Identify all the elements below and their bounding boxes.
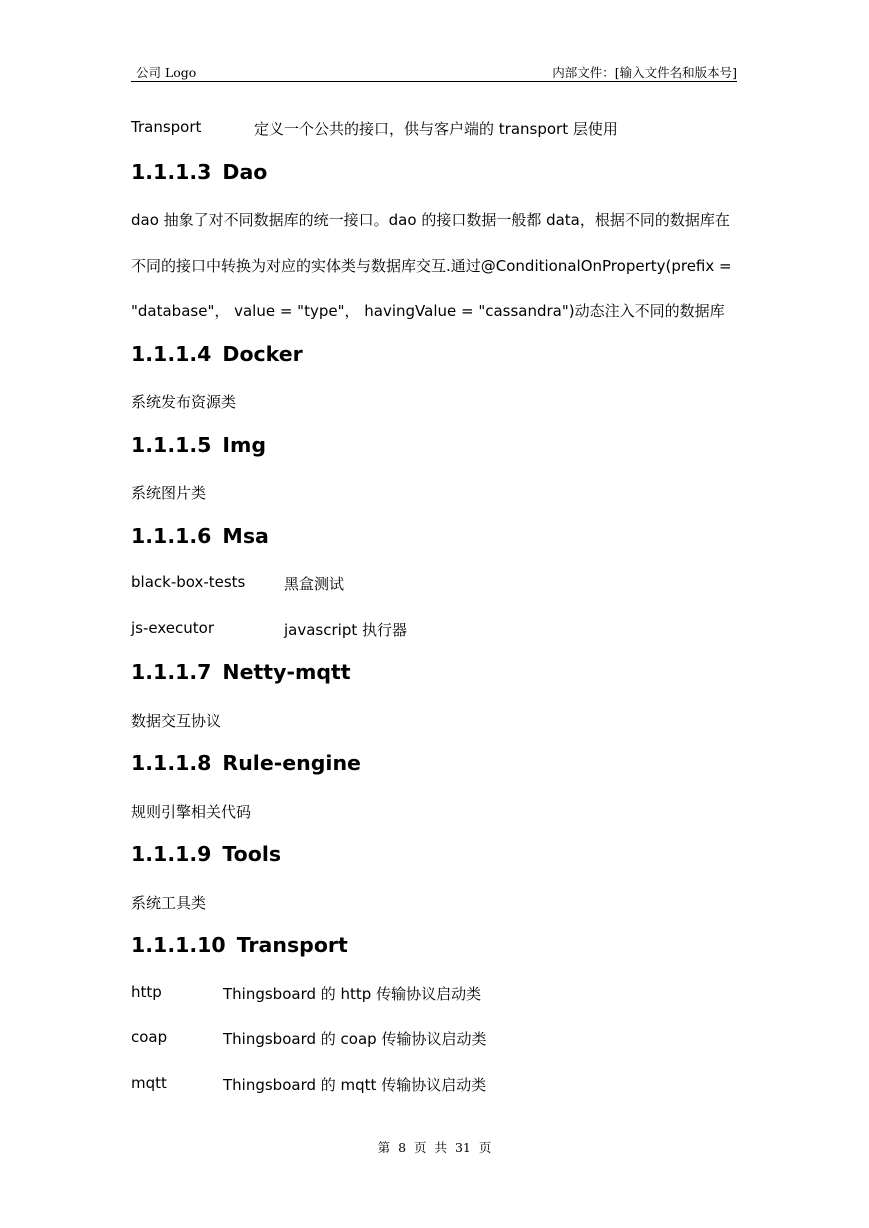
transport-row-desc: Thingsboard 的 coap 传输协议启动类 xyxy=(223,1030,487,1048)
section-number: 1.1.1.5 xyxy=(131,433,212,457)
header-document-info: 内部文件：[输入文件名和版本号] xyxy=(552,65,737,80)
section-title: Netty-mqtt xyxy=(222,660,351,684)
section-heading-netty-mqtt xyxy=(131,660,351,684)
msa-row xyxy=(131,573,345,593)
transport-row-term: http xyxy=(131,983,162,1001)
section-number: 1.1.1.9 xyxy=(131,842,212,866)
transport-row-term: coap xyxy=(131,1028,168,1046)
section-heading-msa xyxy=(131,524,269,548)
page-number-footer: 第 8 页 共 31 页 xyxy=(377,1140,492,1155)
msa-row-term: js-executor xyxy=(131,619,214,637)
transport-row-term: mqtt xyxy=(131,1074,167,1092)
section-heading-rule-engine xyxy=(131,751,361,775)
section-heading-img xyxy=(131,433,266,457)
docker-description: 系统发布资源类 xyxy=(131,393,237,411)
section-number: 1.1.1.3 xyxy=(131,160,212,184)
section-heading-docker xyxy=(131,342,303,366)
dao-paragraph-line-3: "database"， value = "type"， havingValue = "cassandra")动态注入不同的数据库 xyxy=(131,302,725,320)
intro-desc: 定义一个公共的接口，供与客户端的 transport 层使用 xyxy=(254,120,618,138)
msa-row xyxy=(131,619,407,639)
section-number: 1.1.1.8 xyxy=(131,751,212,775)
dao-paragraph-line-2: 不同的接口中转换为对应的实体类与数据库交互.通过@ConditionalOnProperty(prefix = xyxy=(131,257,732,275)
msa-row-desc: 黑盒测试 xyxy=(284,575,345,593)
header-company-logo-text: 公司 Logo xyxy=(136,65,197,80)
section-heading-dao xyxy=(131,160,267,184)
rule-engine-description: 规则引擎相关代码 xyxy=(131,803,252,821)
intro-term: Transport xyxy=(131,118,202,136)
section-heading-transport xyxy=(131,933,348,957)
section-number: 1.1.1.6 xyxy=(131,524,212,548)
section-title: Msa xyxy=(222,524,269,548)
msa-row-term: black-box-tests xyxy=(131,573,246,591)
section-title: Rule-engine xyxy=(222,751,361,775)
img-description: 系统图片类 xyxy=(131,484,207,502)
section-title: Dao xyxy=(222,160,268,184)
section-heading-tools xyxy=(131,842,281,866)
msa-row-desc: javascript 执行器 xyxy=(284,621,407,639)
transport-row xyxy=(131,1074,487,1094)
section-title: Tools xyxy=(222,842,282,866)
section-title: Docker xyxy=(222,342,303,366)
transport-row-desc: Thingsboard 的 http 传输协议启动类 xyxy=(223,985,482,1003)
transport-row-desc: Thingsboard 的 mqtt 传输协议启动类 xyxy=(223,1076,487,1094)
section-number: 1.1.1.4 xyxy=(131,342,212,366)
netty-mqtt-description: 数据交互协议 xyxy=(131,712,222,730)
tools-description: 系统工具类 xyxy=(131,894,207,912)
dao-paragraph-line-1: dao 抽象了对不同数据库的统一接口。dao 的接口数据一般都 data，根据不同的数据库在 xyxy=(131,211,730,229)
section-title: Img xyxy=(222,433,267,457)
intro-row xyxy=(131,118,618,138)
section-title: Transport xyxy=(236,933,348,957)
section-number: 1.1.1.10 xyxy=(131,933,226,957)
section-number: 1.1.1.7 xyxy=(131,660,212,684)
transport-row xyxy=(131,1028,487,1048)
page-header xyxy=(131,60,737,82)
transport-row xyxy=(131,983,482,1003)
